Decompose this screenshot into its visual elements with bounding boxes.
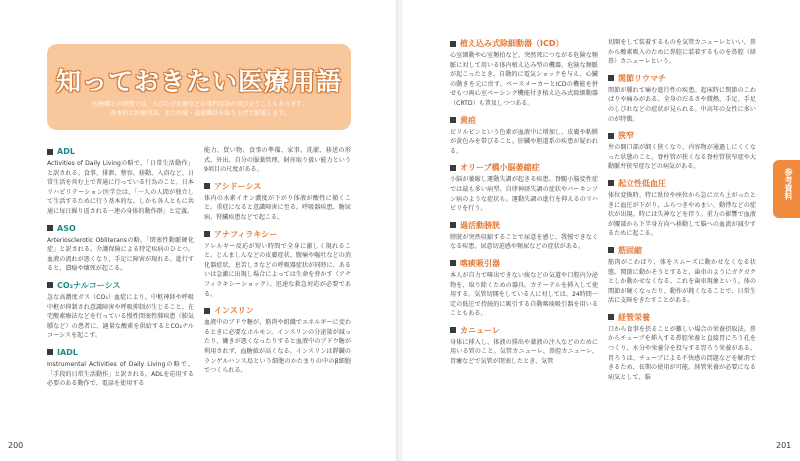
term-label: アナフィラキシー <box>214 229 278 239</box>
glossary-entry <box>204 305 351 376</box>
term-heading <box>204 305 351 316</box>
term-heading <box>204 229 351 240</box>
bullet-square-icon <box>47 149 53 155</box>
term-body: 体内の水素イオン濃度が下がり体液が酸性に傾くこと。重症になると意識障害に至る。呼吸器疾患、糖尿病、腎臓疾患などで起こる。 <box>204 194 351 221</box>
term-body: Instrumental Activities of Daily Livingの略で、「手段的日常生活動作」と訳される。ADLを応用する必要のある動作で、電話を使用する <box>47 360 194 388</box>
glossary-entry <box>47 223 194 274</box>
side-index-tab[interactable] <box>773 160 800 218</box>
glossary-entry <box>450 325 598 367</box>
term-body: 口から食事を摂ることが難しい場合の栄養摂取法。鼻からチューブを挿入する鼻腔栄養と直接胃にろう孔をつくり、水分や栄養分を投与する胃ろう栄養がある。胃ろうは、チューブによる不快感の問題などを解消できるため、長期の使用が可能。経管栄養が必要になる病気として、脳 <box>608 325 756 381</box>
term-label: 筋固縮 <box>618 245 642 255</box>
term-heading <box>450 162 598 173</box>
term-heading <box>608 312 756 323</box>
term-body: Activities of Daily Livingの略で、「日常生活動作」と訳される。食事、排泄、整容、移動、入浴など、日常生活を営む上で普通に行っている行為のこと。日本リハビリテーション医学会は、「一人の人間が独立して生活するために行う基本的な、しかも各人ともに共通に毎日繰り返される一連の身体的動作群」と定義。 <box>47 160 194 215</box>
term-label: アシドーシス <box>214 181 262 191</box>
term-label: インスリン <box>214 306 254 316</box>
term-label: 起立性低血圧 <box>618 178 666 188</box>
term-label: 植え込み式除細動器（ICD） <box>460 39 564 48</box>
glossary-entry <box>450 38 598 109</box>
term-body: 筋肉がこわばり、体をスムーズに動かせなくなる状態。関節に動かそうとすると、歯車のようにガクガクとしか動かせなくなる。これを歯車現象という。体の関節が硬くなったり、動作が鈍くなることで、日常生活に支障をきたすことがある。 <box>608 258 756 305</box>
page-number-left: 200 <box>8 441 24 450</box>
title-description-line: 医療職との連携では、たびたび医療などの専門用語が飛び交うこともあります。 <box>92 101 308 108</box>
glossary-entry <box>47 280 194 341</box>
continued-text: 能力、買い物、食事の準備、家事、洗濯、移送の形式、外出、自分の服薬管理、財産取り扱い能力という9項目の尺度がある。 <box>204 147 351 174</box>
bullet-square-icon <box>450 165 456 171</box>
glossary-entry <box>450 258 598 319</box>
term-label: 経管栄養 <box>618 312 650 322</box>
glossary-entry <box>608 245 756 306</box>
term-label: 過活動膀胱 <box>460 220 500 230</box>
bullet-square-icon <box>608 314 614 320</box>
term-heading <box>450 38 598 49</box>
term-body: 膀胱が突然収縮することで尿意を感じ、我慢できなくなる疾患。尿意切迫感や頻尿などの症状がある。 <box>450 233 598 251</box>
glossary-entry <box>608 73 756 124</box>
bullet-square-icon <box>450 222 456 228</box>
continued-text: 切開をして装着するものを気管カニューレといい、鼻から酸素吸入のために鼻腔に装着するものを鼻腔（経鼻）カニューレという。 <box>608 39 756 66</box>
glossary-entry <box>450 115 598 157</box>
bullet-square-icon <box>608 247 614 253</box>
glossary-entry <box>450 220 598 252</box>
term-body: 小脳が萎縮し運動失調が起きる疾患。脊髄小脳変性症では最も多い病型。自律神経失調の症状やパーキンソン病のような症状も。運動失調の進行を抑えるのリハビリを行う。 <box>450 176 598 213</box>
term-body: 急な高濃度ガス（CO₂）血症により、中枢神経や呼吸中枢が抑制され意識障害や呼吸抑制が生じること。在宅酸素療法などを行っている慢性閉塞性肺疾患（肺気腫など）の患者に、適量な酸素を供給するとCO₂ナルコーシスを起こす。 <box>47 293 194 340</box>
page-number-right: 201 <box>776 441 792 450</box>
bullet-square-icon <box>450 117 456 123</box>
bullet-square-icon <box>204 183 210 189</box>
term-heading <box>47 146 194 157</box>
term-label: CO₂ナルコーシス <box>57 280 121 290</box>
bullet-square-icon <box>204 231 210 237</box>
term-heading <box>608 245 756 256</box>
term-label: ADL <box>57 147 75 156</box>
glossary-entry <box>47 146 194 217</box>
left-column-2 <box>204 146 351 382</box>
bullet-square-icon <box>47 349 53 355</box>
side-index-tab-label: 参考資料 <box>784 168 793 200</box>
right-column-2 <box>608 38 756 388</box>
term-heading <box>450 220 598 231</box>
term-body: 関節が腫れて痛む進行性の疾患。起床時に関節のこわばりや痛みがある。全身のだるさや微熱、手足、手足のしびれなどの症状が見られる。中高年の女性に多いのが特徴。 <box>608 86 756 123</box>
term-heading <box>608 178 756 189</box>
term-label: 関節リウマチ <box>618 73 666 83</box>
term-heading <box>47 280 194 291</box>
bullet-square-icon <box>450 327 456 333</box>
term-heading <box>450 325 598 336</box>
title-description-line: 基本的な医療用語、また医療・福祉職員を取り上げて解説します。 <box>110 110 290 117</box>
term-body: 弁の開口部が細く狭くなり、内容物が通過しにくくなった状態のこと。脊柱管が狭くなる脊柱管狭窄症や大動脈弁狭窄症などの病気がある。 <box>608 144 756 171</box>
term-body: 本人が自力で喀出できない痰などの気道や口腔内分泌物を、取り除くための器具。カテーテルを挿入して使用する。気管切開をしている人に対しては、24時間一定の低圧で持続的に吸引する自動喀痰吸引器を用いることもある。 <box>450 271 598 318</box>
glossary-entry <box>608 178 756 239</box>
bullet-square-icon <box>47 282 53 288</box>
right-column-1 <box>450 38 598 373</box>
term-body: 身体に挿入し、体液の排出や薬液の注入などのために用いる管のこと。気管カニューレ、鼻腔カニューレ、胃瘻などで気管が閉塞したとき、気管 <box>450 338 598 366</box>
term-label: 黄疸 <box>460 115 476 125</box>
term-label: 狭窄 <box>618 131 634 141</box>
term-heading <box>608 73 756 84</box>
left-page <box>0 0 398 461</box>
glossary-entry <box>608 130 756 172</box>
term-label: オリーブ橋小脳萎縮症 <box>460 163 540 173</box>
term-body: 体位変換時、特に臥位や座位から急に立ち上がったときに血圧が下がり、ふらつきやめまい、動悸などの症状が出現。時には失神などを伴う。重力の影響で血液が腰部から下半身方向へ移動して脳への血流が減少するために起こる。 <box>608 191 756 238</box>
right-page <box>402 0 800 461</box>
title-box <box>47 44 351 130</box>
bullet-square-icon <box>450 260 456 266</box>
bullet-square-icon <box>450 41 456 47</box>
title-description <box>65 100 335 118</box>
term-label: 喀痰吸引器 <box>460 258 500 268</box>
term-heading <box>47 347 194 358</box>
bullet-square-icon <box>608 75 614 81</box>
term-body: ビリルビンという色素が血液中に増加し、皮膚や粘膜が黄色みを帯びること。肝臓や胆道系の疾患が疑われる。 <box>450 128 598 155</box>
term-body: アレルギー反応が短い時間で全身に激しく現れること。じんましんなどの皮膚症状、腹痛や嘔吐などの消化器症状、息苦しさなどの呼吸器症状が同時に、あるいは急激に出現し場合によっては生命を脅かす（アナフィラキシーショック）。迅速な救急対応が必要である。 <box>204 242 351 298</box>
term-heading <box>47 223 194 234</box>
glossary-entry <box>608 312 756 383</box>
term-label: カニューレ <box>460 325 500 335</box>
page-title: 知っておきたい医療用語 <box>55 67 342 96</box>
glossary-entry <box>450 162 598 213</box>
term-body: Arteriosclerotic Obliteransの略。「閉塞性動脈硬化症」と訳される。介護保険による特定疾病のひとつ。血液の流れが悪くなり、手足に障害が現れる。進行すると、潰瘍や壊死が起こる。 <box>47 236 194 273</box>
term-body: 血液中のブドウ糖が、筋肉や組織でエネルギーに変わるときに必要なホルモン。インスリンの分泌量が減ったり、働きが悪くなったりすると血液中のブドウ糖が利用されず、血糖値が高くなる。インスリンは膵臓のランゲルハンス島という細胞のかたまりの中のβ細胞でつくられる。 <box>204 319 351 375</box>
left-column-1 <box>47 146 194 395</box>
term-body: 心室細動や心室頻拍など、突然死につながる危険な頻脈に対して用いる体内植え込み型の機器。危険な頻脈が起こったとき、自動的に電気ショックを与え、心臓の動きを元に戻す。ペースメーカーとICDの機能を併せもつ両心室ペーシング機能付き植え込み式除細動器（CRTD）も普及しつつある。 <box>450 52 598 107</box>
term-heading <box>450 115 598 126</box>
term-label: ASO <box>57 223 76 233</box>
bullet-square-icon <box>608 133 614 139</box>
bullet-square-icon <box>204 308 210 314</box>
glossary-entry <box>47 347 194 389</box>
term-label: IADL <box>57 347 78 357</box>
term-heading <box>204 181 351 192</box>
glossary-entry <box>204 229 351 300</box>
bullet-square-icon <box>608 180 614 186</box>
term-heading <box>608 130 756 141</box>
bullet-square-icon <box>47 225 53 231</box>
term-heading <box>450 258 598 269</box>
glossary-entry <box>204 181 351 223</box>
